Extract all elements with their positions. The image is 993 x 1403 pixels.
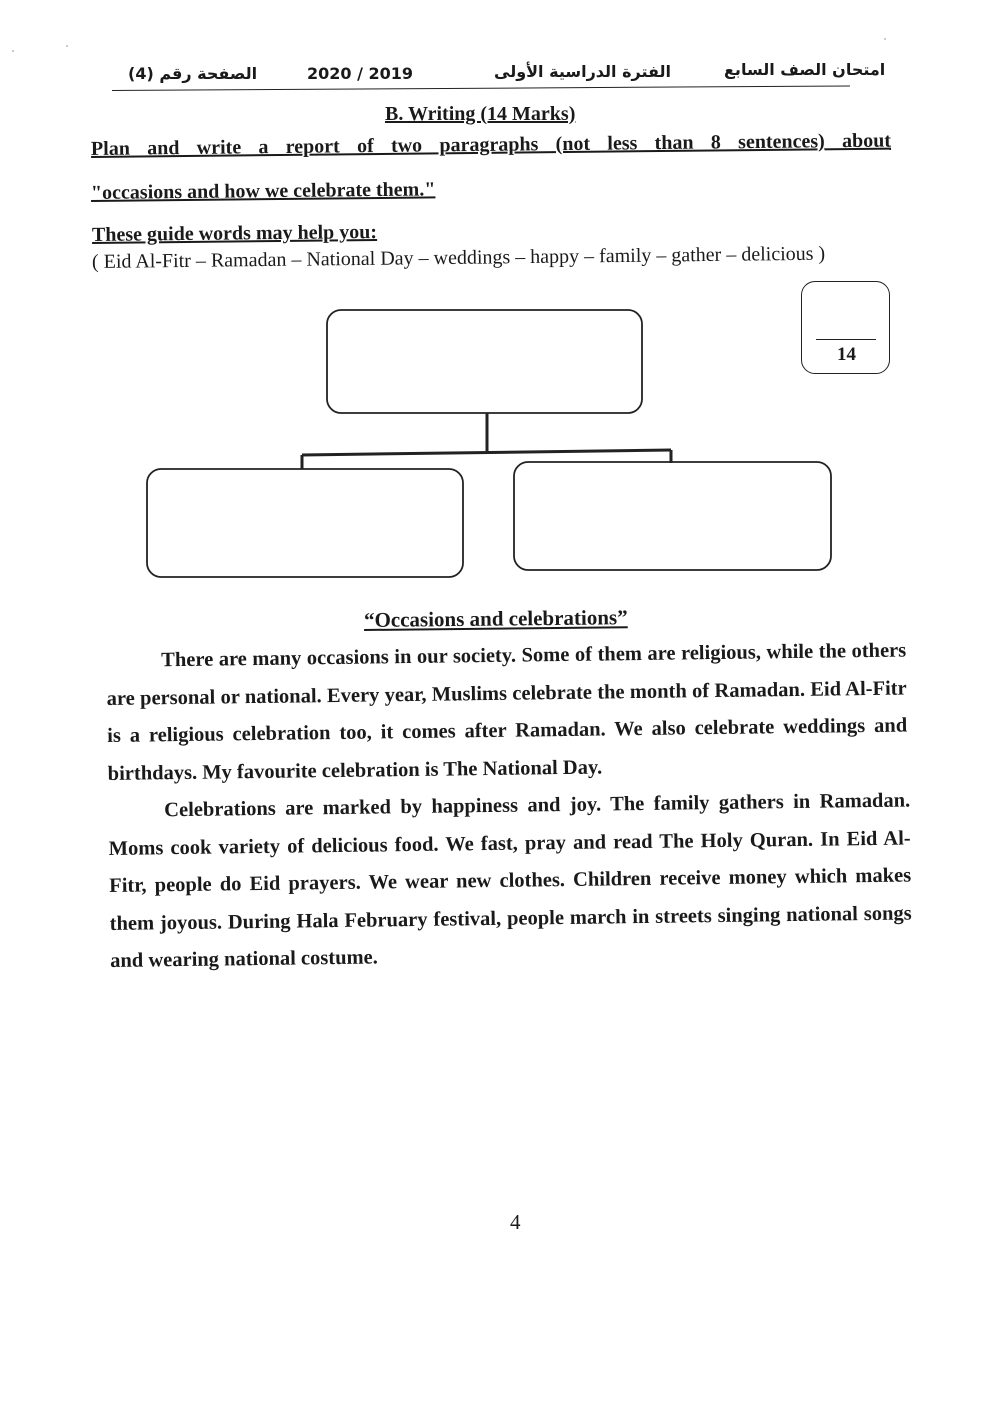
section-title: B. Writing (14 Marks) [385, 103, 576, 125]
main-idea-box[interactable] [327, 310, 642, 413]
guide-words: ( Eid Al-Fitr – Ramadan – National Day – weddings – happy – family – gather – delicious ) [91, 242, 826, 273]
score-max: 14 [837, 344, 856, 365]
page-number: 4 [510, 1210, 521, 1234]
instruction-line-1: Plan and write a report of two paragraphs (not less than 8 sentences) about [90, 129, 892, 160]
paragraph-1-box[interactable] [147, 469, 463, 577]
scan-speck [66, 45, 68, 47]
guide-words-title: These guide words may help you: [91, 221, 378, 246]
instruction-line-2: "occasions and how we celebrate them." [90, 178, 436, 204]
term-label: الفترة الدراسية الأولى [494, 62, 672, 81]
exam-title: امتحان الصف السابع [724, 60, 886, 79]
page-number-label: الصفحة رقم (4) [128, 64, 258, 83]
scan-speck [12, 50, 14, 52]
academic-year: 2020 / 2019 [307, 64, 414, 83]
essay-paragraph-1: There are many occasions in our society. Some of them are religious, while the others are personal or national. Every year, Muslims celebrate the month of Ramadan. Eid Al-Fitr is a religious celebration too, it comes after Ramadan. We also celebrate weddings and birthdays. My favourite celebration is The National Day. [106, 639, 908, 785]
essay-title: “Occasions and celebrations” [363, 605, 628, 632]
paragraph-2-box[interactable] [514, 462, 831, 570]
essay-paragraph-2: Celebrations are marked by happiness and joy. The family gathers in Ramadan. Moms cook variety of delicious food. We fast, pray and read The Holy Quran. In Eid Al-Fitr, people do Eid prayers. We wear new clothes. Children receive money which makes them joyous. During Hala February festival, people march in streets singing national songs and wearing national costume. [108, 789, 912, 972]
scan-speck [884, 38, 886, 40]
